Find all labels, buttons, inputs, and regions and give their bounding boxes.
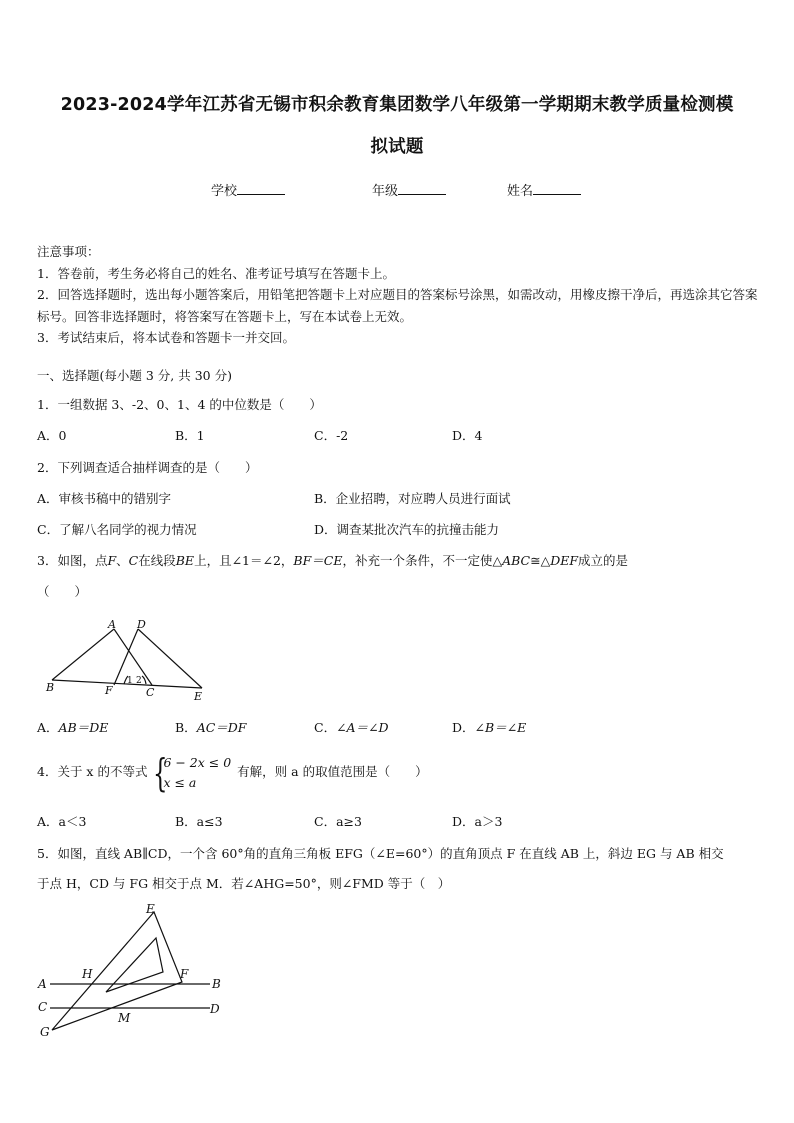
q3-text-m: 成立的是 xyxy=(578,553,629,568)
question-2-option-d[interactable]: D．调查某批次汽车的抗撞击能力 xyxy=(314,522,500,537)
q3-option-a-label: A． xyxy=(37,720,59,735)
grade-blank xyxy=(398,182,446,195)
section-heading: 一、选择题(每小题 3 分, 共 30 分) xyxy=(37,368,232,383)
name-field[interactable] xyxy=(507,180,581,199)
q3-math-def: DEF xyxy=(550,553,579,568)
question-1-option-b[interactable]: B．1 xyxy=(175,428,205,443)
q3-text-c: 、 xyxy=(116,553,129,568)
q5-label-b: B xyxy=(212,977,221,991)
question-1-option-a[interactable]: A．0 xyxy=(37,428,67,443)
q5-label-e: E xyxy=(146,902,155,916)
q3-label-angle-1: 1 xyxy=(127,676,133,686)
question-2-option-a[interactable]: A．审核书稿中的错别字 xyxy=(37,491,172,506)
q5-label-m: M xyxy=(118,1011,131,1025)
question-3-option-b[interactable] xyxy=(175,718,246,736)
q3-line-fd xyxy=(114,629,138,685)
question-3-option-c[interactable] xyxy=(314,718,389,736)
q3-option-b-math: AC＝DF xyxy=(196,720,247,735)
exam-title-line1: 2023-2024学年江苏省无锡市积余教育集团数学八年级第一学期期末教学质量检测模 xyxy=(60,95,734,115)
q4-ineq-row2: x ≤ a xyxy=(163,774,197,790)
q4-ineq-row1: 6 − 2x ≤ 0 xyxy=(163,754,232,770)
q3-option-d-math: ∠B＝∠E xyxy=(474,720,527,735)
school-label: 学校 xyxy=(211,184,238,199)
q4-text-pre: 4．关于 x 的不等式 xyxy=(37,764,148,779)
exam-title-line2: 拟试题 xyxy=(370,137,424,157)
grade-field[interactable] xyxy=(372,180,446,199)
q3-label-e: E xyxy=(194,690,203,703)
q3-label-a: A xyxy=(108,618,116,631)
q5-label-a: A xyxy=(38,977,47,991)
q4-text-post: 有解，则 a 的取值范围是（ ） xyxy=(237,764,428,779)
question-4-option-b[interactable]: B．a≤3 xyxy=(175,814,223,829)
notice-block xyxy=(37,241,759,349)
question-3-stem-line2: （ ） xyxy=(37,584,88,599)
q5-label-c: C xyxy=(38,1000,48,1014)
question-2-option-b[interactable]: B．企业招聘，对应聘人员进行面试 xyxy=(314,491,511,506)
q3-label-d: D xyxy=(137,618,146,631)
q3-text-g: 上，且∠1＝∠2， xyxy=(194,553,294,568)
question-4-option-a[interactable]: A．a＜3 xyxy=(37,814,87,829)
q3-label-b: B xyxy=(46,681,55,694)
question-4-option-d[interactable]: D．a＞3 xyxy=(452,814,503,829)
q3-text-i: ，补充一个条件，不一定使△ xyxy=(342,553,503,568)
q3-math-f: F xyxy=(107,553,117,568)
q3-line-ba xyxy=(52,629,114,680)
q3-text-k: ≅△ xyxy=(530,553,551,568)
q3-math-c: C xyxy=(128,553,139,568)
notice-item-1: 1．答卷前，考生务必将自己的姓名、准考证号填写在答题卡上。 xyxy=(37,265,395,281)
q3-angle-2-arc xyxy=(142,676,146,684)
q3-text-e: 在线段 xyxy=(138,553,176,568)
question-4-option-c[interactable]: C．a≥3 xyxy=(314,814,362,829)
q3-option-c-label: C． xyxy=(314,720,337,735)
question-5-stem-line2: 于点 H，CD 与 FG 相交于点 M．若∠AHG=50°，则∠FMD 等于（ ） xyxy=(37,876,451,891)
q3-label-f: F xyxy=(105,684,113,697)
question-1-option-d[interactable]: D．4 xyxy=(452,428,483,443)
school-field[interactable] xyxy=(211,180,285,199)
q3-math-be: BE xyxy=(175,553,195,568)
name-blank xyxy=(533,182,581,195)
question-4-stem xyxy=(37,750,428,794)
notice-item-3: 3．考试结束后，将本试卷和答题卡一并交回。 xyxy=(37,330,295,345)
question-3-option-a[interactable] xyxy=(37,718,108,736)
q3-option-c-math: ∠A＝∠D xyxy=(336,720,389,735)
question-1-stem: 1．一组数据 3、-2、0、1、4 的中位数是（ ） xyxy=(37,397,322,412)
question-1-option-c[interactable]: C．-2 xyxy=(314,428,349,443)
exam-title xyxy=(30,84,764,168)
q3-label-angle-2: 2 xyxy=(136,676,142,686)
q5-label-f: F xyxy=(180,967,189,981)
q3-label-c: C xyxy=(146,686,155,699)
grade-label: 年级 xyxy=(372,184,399,199)
question-5-stem-line1: 5．如图，直线 AB∥CD，一个含 60°角的直角三角板 EFG（∠E=60°）的直角顶点 F 在直线 AB 上，斜边 EG 与 AB 相交 xyxy=(37,846,724,861)
q3-option-d-label: D． xyxy=(452,720,475,735)
question-3-option-d[interactable] xyxy=(452,718,526,736)
question-5-figure xyxy=(32,898,232,1044)
q3-math-bf-ce: BF＝CE xyxy=(293,553,343,568)
q5-label-d: D xyxy=(210,1002,220,1016)
question-3-figure xyxy=(40,616,220,706)
name-label: 姓名 xyxy=(507,184,534,199)
notice-heading: 注意事项： xyxy=(37,244,100,259)
q3-option-a-math: AB＝DE xyxy=(58,720,109,735)
q4-inequality-system xyxy=(153,750,232,795)
question-2-option-c[interactable]: C．了解八名同学的视力情况 xyxy=(37,522,197,537)
q4-brace: { xyxy=(153,750,168,795)
question-2-stem: 2．下列调查适合抽样调查的是（ ） xyxy=(37,460,258,475)
question-3-stem xyxy=(37,551,628,569)
q5-label-g: G xyxy=(40,1025,50,1039)
notice-item-2: 2．回答选择题时，选出每小题答案后，用铅笔把答题卡上对应题目的答案标号涂黑，如需改动，用橡皮擦干净后，再选涂其它答案标号。回答非选择题时，将答案写在答题卡上，写在本试卷上无效。 xyxy=(37,287,758,324)
q3-option-b-label: B． xyxy=(175,720,197,735)
q5-label-h: H xyxy=(82,967,93,981)
q3-text-a: 3．如图，点 xyxy=(37,553,108,568)
q3-math-abc: ABC xyxy=(502,553,531,568)
school-blank xyxy=(237,182,285,195)
